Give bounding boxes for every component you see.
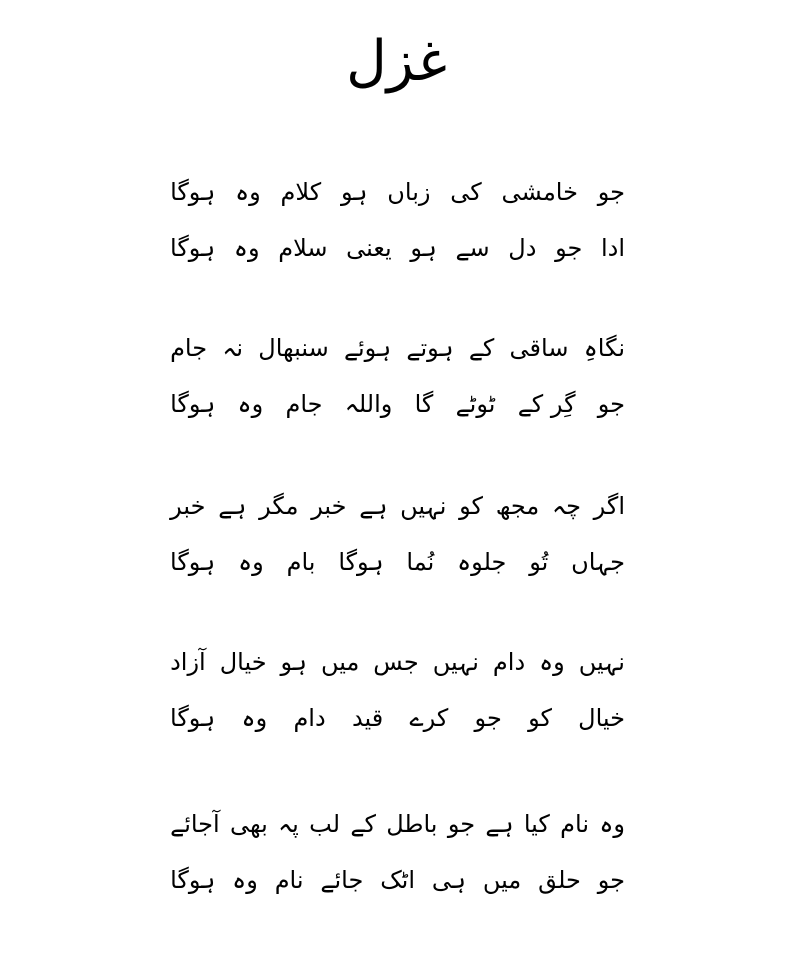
verse-word: نہ (222, 334, 244, 362)
verse-word: وہ (237, 390, 264, 418)
verse-word: وہ (235, 178, 261, 206)
verse-word: ساقی (509, 334, 569, 362)
verse-word: ہوگا (170, 390, 216, 418)
verse-word: دام (492, 648, 526, 676)
verse-word: ہوئے (343, 334, 392, 362)
verse-word: ہو (280, 648, 307, 676)
verse-word: کو (528, 704, 552, 732)
verse-word: وہ (232, 866, 258, 894)
verse-word: نہیں (400, 492, 447, 520)
verse-word: ہوگا (170, 234, 216, 262)
verse-word: جس (373, 648, 419, 676)
verse-word: خبر (311, 492, 347, 520)
verse-word: میں (482, 866, 522, 894)
verse-word: گا (414, 390, 434, 418)
verse-word: وہ (599, 810, 625, 838)
couplet-1 (170, 164, 625, 276)
verse-word: سنبھال (258, 334, 329, 362)
verse-word: ہوگا (170, 548, 216, 576)
verse-word: نہیں (432, 648, 479, 676)
verse-word: مجھ (495, 492, 540, 520)
verse-word: پہ (278, 810, 299, 838)
verse-word: جائے (320, 866, 364, 894)
verse-word: نام (560, 810, 590, 838)
verse-word: باطل (386, 810, 438, 838)
verse-word: نام (274, 866, 304, 894)
verse-word: قید (351, 704, 384, 732)
verse-word: ہوگا (170, 866, 216, 894)
verse-word: کلام (280, 178, 322, 206)
verse-word: کے (468, 334, 495, 362)
verse-word: نگاہِ (583, 334, 625, 362)
verse-word: یعنی (346, 234, 392, 262)
verse-line (170, 534, 625, 590)
verse-line (170, 220, 625, 276)
verse-word: خبر (170, 492, 206, 520)
verse-word: ہے (485, 810, 514, 838)
verse-word: خیال (578, 704, 625, 732)
verse-word: وہ (238, 548, 264, 576)
verse-word: چہ (552, 492, 581, 520)
verse-word: وہ (241, 704, 268, 732)
verse-word: نُما (406, 548, 435, 576)
verse-word: ہوگا (338, 548, 384, 576)
verse-word: کے (350, 810, 376, 838)
verse-line (170, 376, 625, 432)
verse-word: کرے (409, 704, 449, 732)
couplet-3 (170, 478, 625, 590)
verse-word: زباں (387, 178, 431, 206)
verse-word: خیال (219, 648, 267, 676)
verse-word: ہوگا (170, 704, 216, 732)
verse-word: مگر (259, 492, 299, 520)
couplet-5 (170, 796, 625, 908)
verse-word: اگر (593, 492, 625, 520)
poem-title: غزل (346, 29, 447, 94)
verse-word: جام (285, 390, 323, 418)
verse-word: دام (293, 704, 326, 732)
verse-word: بام (286, 548, 316, 576)
verse-line (170, 164, 625, 220)
verse-word: سلام (278, 234, 328, 262)
verse-word: جو (597, 866, 625, 894)
verse-word: ٹوٹے (455, 390, 496, 418)
verse-word: بھی (230, 810, 268, 838)
verse-line (170, 852, 625, 908)
verse-word: لب (309, 810, 341, 838)
verse-word: حلق (538, 866, 581, 894)
verse-word: جو (474, 704, 502, 732)
couplet-2 (170, 320, 625, 432)
verse-word: جام (170, 334, 208, 362)
verse-word: ہو (340, 178, 368, 206)
verse-word: ہی (431, 866, 466, 894)
verse-word: آجائے (170, 810, 220, 838)
verse-word: ادا (600, 234, 625, 262)
verse-word: جلوہ (457, 548, 507, 576)
verse-word: ہوتے (406, 334, 454, 362)
verse-word: جہاں (571, 548, 625, 576)
verse-word: سے (455, 234, 490, 262)
verse-word: جو (597, 390, 625, 418)
verse-line (170, 690, 625, 746)
verse-word: ہوگا (170, 178, 216, 206)
couplet-4 (170, 634, 625, 746)
verse-word: واللہ (344, 390, 393, 418)
verse-word: جو (555, 234, 583, 262)
verse-word: دل (508, 234, 537, 262)
verse-word: گِر کے (517, 390, 576, 418)
verse-word: خامشی (501, 178, 578, 206)
verse-word: تُو (529, 548, 549, 576)
verse-word: آزاد (170, 648, 206, 676)
verse-word: جو (447, 810, 476, 838)
verse-word: کیا (523, 810, 550, 838)
verse-line (170, 478, 625, 534)
verse-line (170, 320, 625, 376)
verse-word: ہے (359, 492, 388, 520)
verse-word: میں (320, 648, 360, 676)
verse-word: کی (450, 178, 482, 206)
verse-word: ہے (218, 492, 247, 520)
verse-word: نہیں (578, 648, 625, 676)
verse-word: ہو (410, 234, 437, 262)
verse-word: جو (597, 178, 625, 206)
verse-word: اٹک (380, 866, 416, 894)
verse-word: وہ (539, 648, 565, 676)
verse-word: وہ (233, 234, 260, 262)
verse-line (170, 796, 625, 852)
verse-line (170, 634, 625, 690)
verse-word: کو (459, 492, 483, 520)
